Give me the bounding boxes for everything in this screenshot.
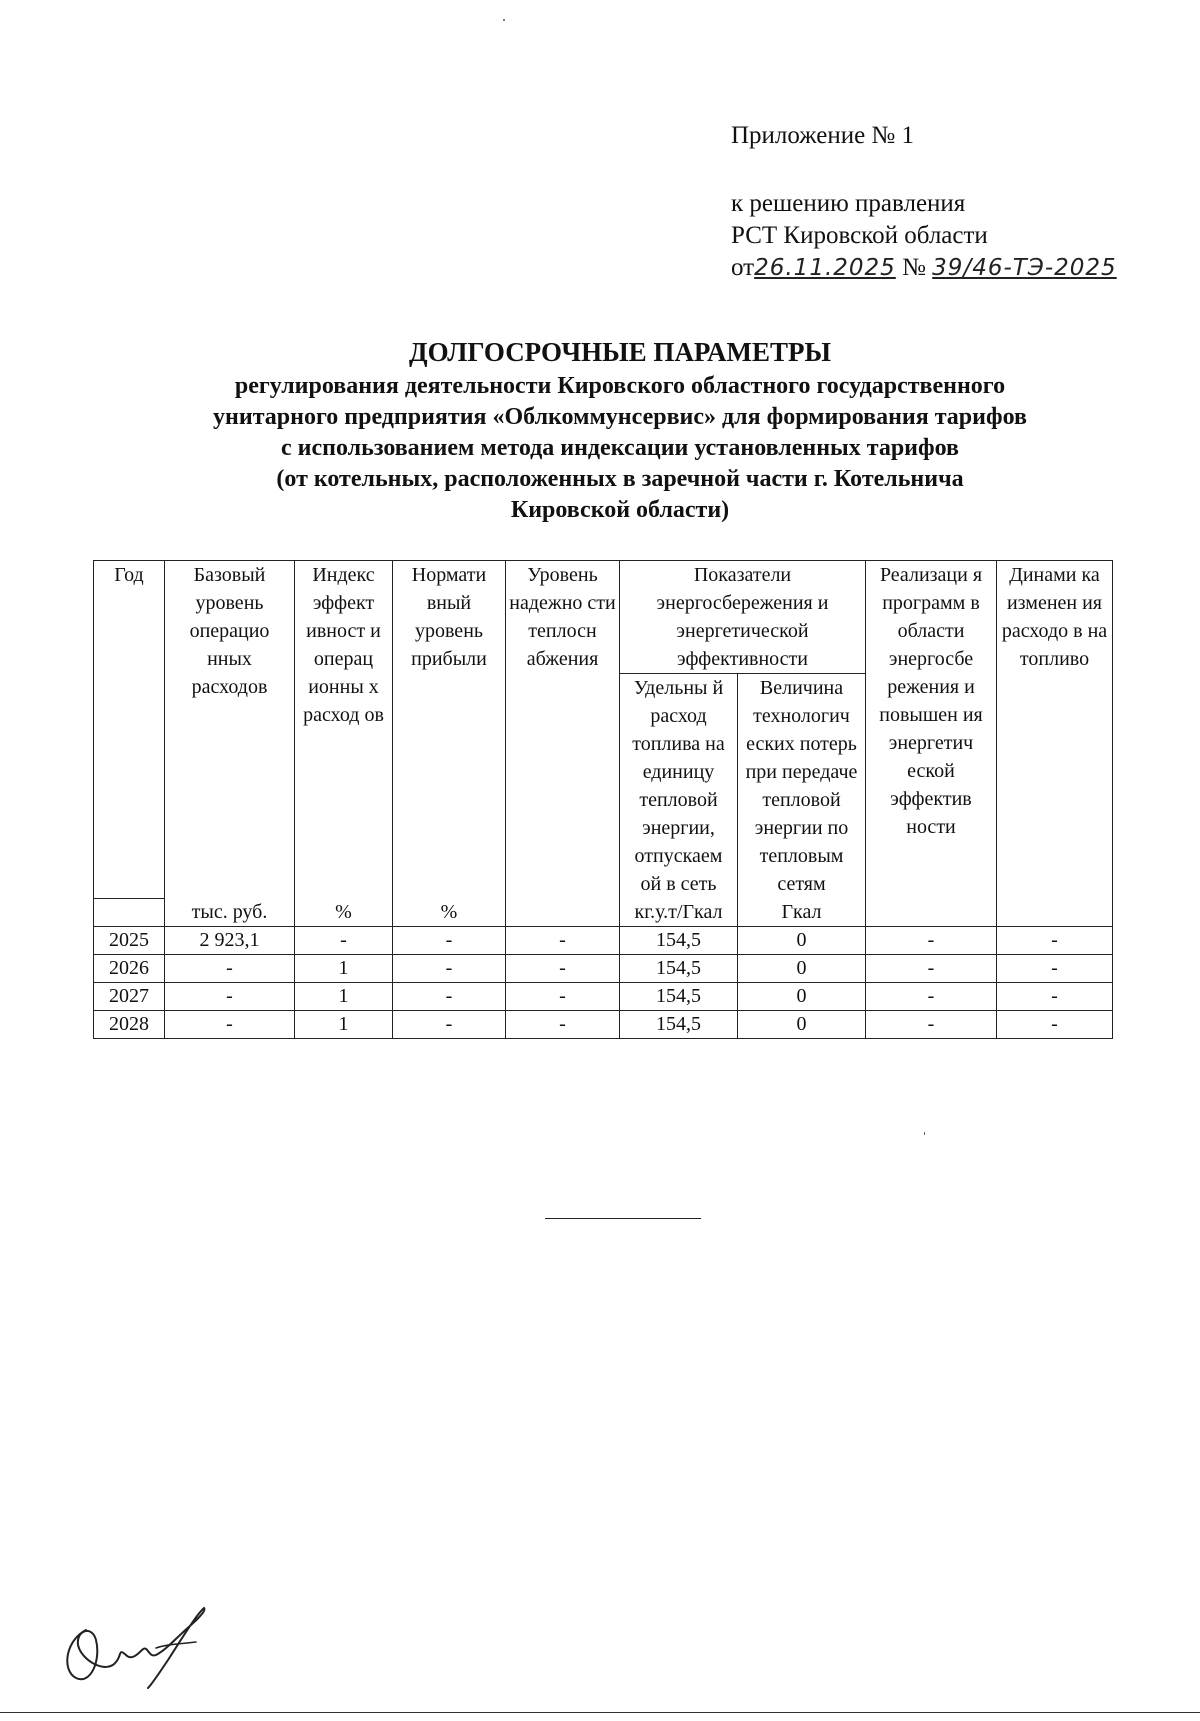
cell-base-opex: - xyxy=(165,955,295,983)
number-prefix: № xyxy=(902,254,926,281)
header-profit-level: Нормати вный уровень прибыли xyxy=(393,561,506,899)
appendix-date-line xyxy=(731,252,1117,284)
cell-fuel-dynamics: - xyxy=(997,955,1113,983)
unit-heat-losses: Гкал xyxy=(738,898,866,927)
header-programs: Реализаци я программ в области энергосбе режения и повышен ия энергетич еской эффектив ности xyxy=(866,561,997,927)
title-line-4: (от котельных, расположенных в заречной части г. Котельнича xyxy=(276,466,964,492)
scan-bottom-edge xyxy=(0,1712,1200,1713)
cell-base-opex: - xyxy=(165,983,295,1011)
cell-programs: - xyxy=(866,983,997,1011)
title-line-5: Кировской области) xyxy=(510,497,730,523)
title-line-2: унитарного предприятия «Облкоммунсервис» для формирования тарифов xyxy=(213,404,1027,430)
cell-efficiency-index: 1 xyxy=(295,983,393,1011)
appendix-authority-line: РСТ Кировской области xyxy=(731,222,988,249)
header-year: Год xyxy=(94,561,165,899)
handwritten-decision-number: 39/46-ТЭ-2025 xyxy=(932,255,1117,281)
cell-profit-level: - xyxy=(393,955,506,983)
appendix-number: Приложение № 1 xyxy=(731,122,915,149)
cell-reliability: - xyxy=(506,1011,620,1039)
header-efficiency-index: Индекс эффект ивност и операц ионны х расход ов xyxy=(295,561,393,899)
date-prefix: от xyxy=(731,254,755,281)
cell-base-opex: 2 923,1 xyxy=(165,927,295,955)
cell-efficiency-index: - xyxy=(295,927,393,955)
cell-year: 2027 xyxy=(94,983,165,1011)
cell-year: 2025 xyxy=(94,927,165,955)
cell-programs: - xyxy=(866,955,997,983)
cell-fuel-consumption: 154,5 xyxy=(620,1011,738,1039)
cell-efficiency-index: 1 xyxy=(295,955,393,983)
table-row xyxy=(94,1011,1113,1039)
parameters-table xyxy=(93,560,1113,1039)
appendix-decision-line: к решению правления xyxy=(731,190,966,217)
cell-reliability: - xyxy=(506,955,620,983)
cell-year: 2026 xyxy=(94,955,165,983)
header-reliability: Уровень надежно сти теплосн абжения xyxy=(506,561,620,927)
cell-fuel-consumption: 154,5 xyxy=(620,983,738,1011)
cell-fuel-dynamics: - xyxy=(997,983,1113,1011)
cell-heat-losses: 0 xyxy=(738,1011,866,1039)
handwritten-date: 26.11.2025 xyxy=(754,255,896,281)
unit-efficiency-index: % xyxy=(295,898,393,927)
cell-profit-level: - xyxy=(393,927,506,955)
cell-fuel-consumption: 154,5 xyxy=(620,927,738,955)
cell-programs: - xyxy=(866,927,997,955)
cell-reliability: - xyxy=(506,927,620,955)
cell-fuel-consumption: 154,5 xyxy=(620,955,738,983)
document-title xyxy=(0,333,1200,526)
header-fuel-consumption: Удельны й расход топлива на единицу тепловой энергии, отпускаем ой в сеть xyxy=(620,674,738,899)
cell-reliability: - xyxy=(506,983,620,1011)
title-main: ДОЛГОСРОЧНЫЕ ПАРАМЕТРЫ xyxy=(409,337,831,367)
cell-profit-level: - xyxy=(393,1011,506,1039)
end-of-document-line xyxy=(545,1218,701,1219)
cell-fuel-dynamics: - xyxy=(997,927,1113,955)
unit-fuel-consumption: кг.у.т/Гкал xyxy=(620,898,738,927)
header-energy-group: Показатели энергосбережения и энергетической эффективности xyxy=(620,561,866,674)
cell-base-opex: - xyxy=(165,1011,295,1039)
unit-base-opex: тыс. руб. xyxy=(165,898,295,927)
table-row xyxy=(94,927,1113,955)
title-line-1: регулирования деятельности Кировского областного государственного xyxy=(234,373,1006,399)
title-line-3: с использованием метода индексации установленных тарифов xyxy=(281,435,959,461)
header-base-opex: Базовый уровень операцио нных расходов xyxy=(165,561,295,899)
cell-heat-losses: 0 xyxy=(738,927,866,955)
unit-profit-level: % xyxy=(393,898,506,927)
cell-fuel-dynamics: - xyxy=(997,1011,1113,1039)
cell-year: 2028 xyxy=(94,1011,165,1039)
cell-programs: - xyxy=(866,1011,997,1039)
header-row-1 xyxy=(94,561,1113,674)
table-row xyxy=(94,983,1113,1011)
handwritten-signature xyxy=(56,1600,226,1690)
table-row xyxy=(94,955,1113,983)
cell-heat-losses: 0 xyxy=(738,955,866,983)
units-year xyxy=(94,898,165,927)
header-heat-losses: Величина технологич еских потерь при передаче тепловой энергии по тепловым сетям xyxy=(738,674,866,899)
cell-heat-losses: 0 xyxy=(738,983,866,1011)
scan-speck xyxy=(924,1132,925,1135)
scan-speck xyxy=(503,19,505,21)
appendix-block xyxy=(731,120,1117,284)
header-fuel-dynamics: Динами ка изменен ия расходо в на топливо xyxy=(997,561,1113,927)
cell-efficiency-index: 1 xyxy=(295,1011,393,1039)
cell-profit-level: - xyxy=(393,983,506,1011)
